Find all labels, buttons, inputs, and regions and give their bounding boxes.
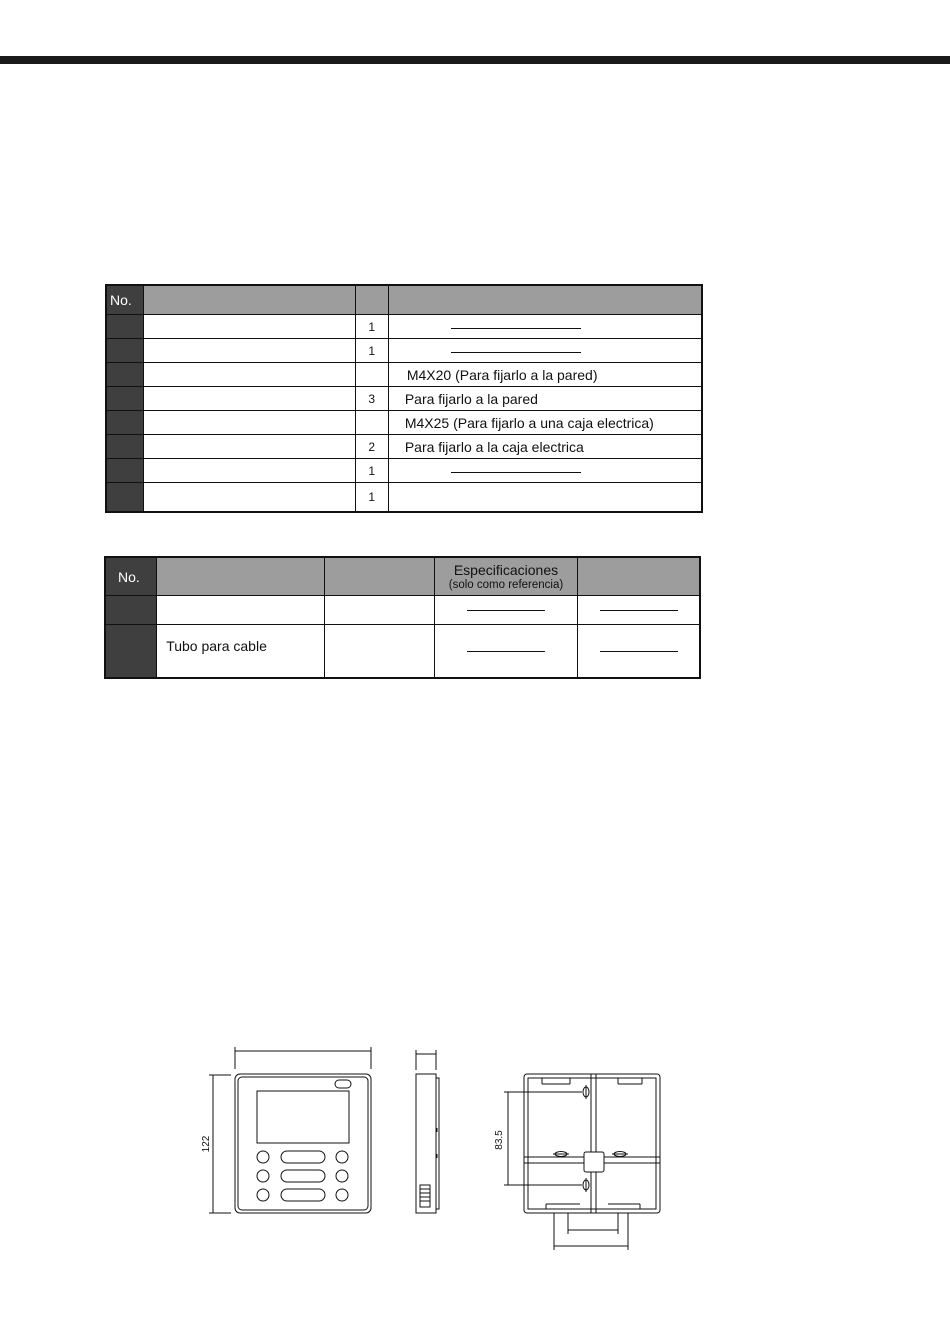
- blank-fill-line: [467, 650, 545, 652]
- header-qty: [325, 557, 435, 596]
- row-name-cell: [144, 411, 355, 435]
- row-remark-cell: Para fijarlo a la pared: [388, 387, 702, 411]
- row-spec-cell: [434, 596, 577, 625]
- table-row: [105, 625, 700, 679]
- table-row: [106, 411, 702, 435]
- row-name-cell: [144, 483, 355, 513]
- blank-fill-line: [451, 327, 581, 329]
- row-qty-cell: 3: [355, 387, 388, 411]
- row-qty-cell: [355, 363, 388, 387]
- header-remark: [388, 285, 702, 315]
- table-row: [106, 435, 702, 459]
- row-name-cell: [144, 339, 355, 363]
- row-name-cell: [157, 596, 325, 625]
- row-name-cell: [144, 363, 355, 387]
- row-name-cell: [144, 459, 355, 483]
- table-header-row: [106, 285, 702, 315]
- row-qty-cell: 1: [355, 483, 388, 513]
- row-name-cell: [144, 315, 355, 339]
- row-number-cell: [106, 315, 144, 339]
- table-row: [106, 315, 702, 339]
- header-name: [144, 285, 355, 315]
- back-view-drawing: [490, 1068, 670, 1253]
- blank-fill-line: [451, 471, 581, 473]
- top-rule: [0, 56, 950, 64]
- table-row: [106, 459, 702, 483]
- row-remark-cell: [388, 459, 702, 483]
- blank-fill-line: [451, 351, 581, 353]
- row-qty-cell: [355, 411, 388, 435]
- row-remark-cell: [388, 315, 702, 339]
- header-material: [578, 557, 700, 596]
- row-name-cell: [144, 435, 355, 459]
- front-view-drawing: [195, 1045, 380, 1225]
- row-remark-cell: Para fijarlo a la caja electrica: [388, 435, 702, 459]
- header-no: No.: [106, 285, 144, 315]
- table-row: [106, 339, 702, 363]
- table-row: [106, 363, 702, 387]
- row-number-cell: [106, 411, 144, 435]
- row-number-cell: [106, 363, 144, 387]
- row-material-cell: [578, 625, 700, 679]
- table-row: [106, 483, 702, 513]
- row-number-cell: [105, 625, 157, 679]
- row-qty-cell: 1: [355, 459, 388, 483]
- spec-subtitle: (solo como referencia): [448, 578, 564, 591]
- row-name-cell: Tubo para cable: [157, 625, 325, 679]
- row-remark-cell: [388, 339, 702, 363]
- row-remark-cell: M4X25 (Para fijarlo a una caja electrica): [388, 411, 702, 435]
- row-number-cell: [106, 483, 144, 513]
- row-qty-cell: [325, 625, 435, 679]
- blank-fill-line: [600, 609, 678, 611]
- row-qty-cell: [325, 596, 435, 625]
- blank-fill-line: [600, 650, 678, 652]
- row-number-cell: [106, 459, 144, 483]
- row-material-cell: [578, 596, 700, 625]
- spec-title: Especificaciones: [453, 561, 559, 578]
- row-remark-cell: M4X20 (Para fijarlo a la pared): [388, 363, 702, 387]
- row-number-cell: [106, 339, 144, 363]
- row-name-cell: [144, 387, 355, 411]
- table-row: [106, 387, 702, 411]
- row-spec-cell: [434, 625, 577, 679]
- row-number-cell: [106, 435, 144, 459]
- header-name: [157, 557, 325, 596]
- row-number-cell: [105, 596, 157, 625]
- header-no: No.: [105, 557, 157, 596]
- front-height-label: 122: [201, 1135, 212, 1153]
- header-specifications: [434, 557, 577, 596]
- field-parts-table: [104, 556, 701, 679]
- row-qty-cell: 2: [355, 435, 388, 459]
- row-qty-cell: 1: [355, 339, 388, 363]
- side-view-drawing: [408, 1050, 448, 1220]
- row-number-cell: [106, 387, 144, 411]
- header-qty: [355, 285, 388, 315]
- table-header-row: [105, 557, 700, 596]
- table-row: [105, 596, 700, 625]
- back-height-label: 83.5: [494, 1130, 505, 1150]
- accessories-table: [105, 284, 703, 513]
- row-remark-cell: [388, 483, 702, 513]
- row-qty-cell: 1: [355, 315, 388, 339]
- blank-fill-line: [467, 609, 545, 611]
